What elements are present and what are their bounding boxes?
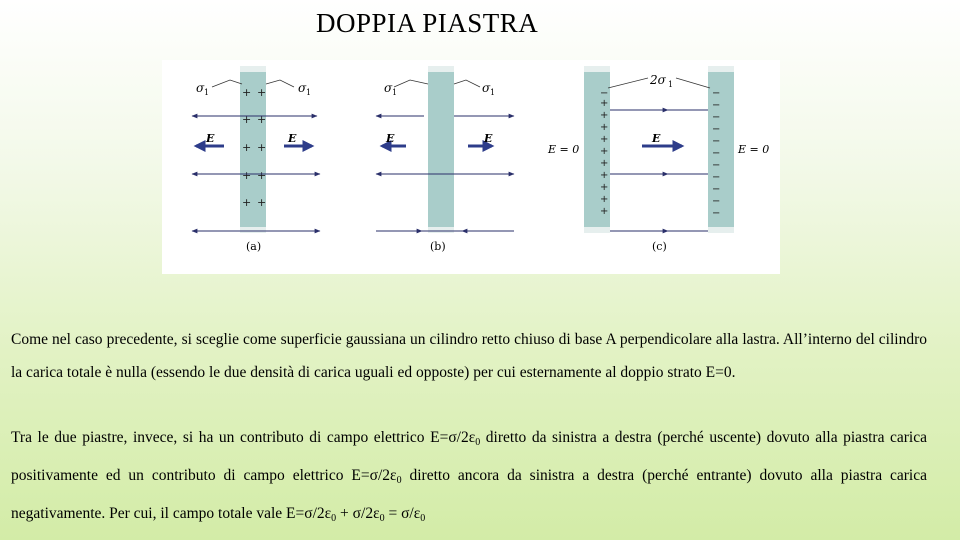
svg-text:E: E	[386, 132, 395, 145]
svg-text:+: +	[600, 206, 609, 217]
formula-half: $\sigma/2\varepsilon_0$	[352, 505, 385, 524]
svg-text:+: +	[257, 169, 267, 182]
field-diagram	[162, 60, 780, 274]
panel-c	[547, 66, 769, 253]
svg-text:−: −	[712, 196, 721, 207]
svg-text:+: +	[600, 158, 609, 169]
svg-text:−: −	[712, 208, 721, 219]
formula-half: $\sigma/2\varepsilon_0$	[304, 505, 337, 524]
double-plate-figure	[162, 60, 780, 274]
panel-b-label: (b)	[430, 240, 446, 253]
field-zero-right: E = 0	[738, 143, 770, 156]
svg-text:+: +	[600, 98, 609, 109]
svg-text:+: +	[600, 110, 609, 121]
formula-half: $\sigma/2\varepsilon_0$	[369, 467, 402, 486]
svg-text:+: +	[242, 169, 252, 182]
svg-text:+: +	[242, 196, 252, 209]
svg-text:+: +	[600, 122, 609, 133]
svg-text:σ: σ	[196, 81, 205, 95]
panel-a-label: (a)	[246, 240, 262, 253]
sigma-double-label: 2σ	[650, 73, 666, 87]
svg-text:+: +	[242, 141, 252, 154]
svg-text:−: −	[712, 148, 721, 159]
svg-text:σ: σ	[384, 81, 393, 95]
svg-text:−: −	[600, 88, 609, 99]
svg-text:−: −	[712, 100, 721, 111]
svg-text:−: −	[712, 124, 721, 135]
svg-text:+: +	[257, 113, 267, 126]
svg-text:+: +	[257, 141, 267, 154]
formula-half: $\sigma/2\varepsilon_0$	[448, 429, 481, 448]
svg-text:+: +	[600, 170, 609, 181]
svg-text:E: E	[206, 132, 215, 145]
svg-text:−: −	[712, 136, 721, 147]
svg-text:E: E	[652, 132, 661, 145]
svg-text:+: +	[242, 113, 252, 126]
svg-text:E: E	[288, 132, 297, 145]
svg-text:E: E	[484, 132, 493, 145]
svg-text:+: +	[257, 86, 267, 99]
panel-a	[192, 66, 320, 253]
svg-text:−: −	[712, 184, 721, 195]
paragraph-gaussian-surface: Come nel caso precedente, si sceglie come superficie gaussiana un cilindro retto chiuso di base A perpendicolare alla lastra. All’interno del cilindro la carica totale è nulla (essendo le due densità di carica uguali ed opposte) per cui esternamente al doppio strato E=0.	[11, 331, 927, 381]
svg-text:−: −	[712, 88, 721, 99]
panel-c-label: (c)	[652, 240, 667, 253]
svg-text:+: +	[600, 134, 609, 145]
formula-total: $\sigma/\varepsilon_0$	[401, 505, 426, 524]
svg-text:−: −	[712, 172, 721, 183]
svg-text:+: +	[600, 194, 609, 205]
svg-text:1: 1	[490, 88, 496, 97]
svg-text:−: −	[712, 112, 721, 123]
svg-text:1: 1	[204, 88, 210, 97]
svg-text:+: +	[257, 196, 267, 209]
svg-text:1: 1	[668, 80, 674, 89]
paragraph-field-between-plates: Tra le due piastre, invece, si ha un contributo di campo elettrico $E=\sigma/2\varepsilon_0$ diretto da sinistra a destra (perché uscente) dovuto alla piastra carica positivamente ed un contributo di campo elettrico $E=\sigma/2\varepsilon_0$ diretto ancora da sinistra a destra (perché entrante) dovuto alla piastra carica negativamente. Per cui, il campo totale vale $E=\sigma/2\varepsilon_0 + \sigma/2\varepsilon_0 = \sigma/\varepsilon_0$	[11, 429, 927, 524]
plate-b	[428, 70, 454, 230]
svg-text:+: +	[600, 182, 609, 193]
field-zero-left: E = 0	[548, 143, 580, 156]
svg-text:1: 1	[306, 88, 312, 97]
svg-text:σ: σ	[482, 81, 491, 95]
svg-text:σ: σ	[298, 81, 307, 95]
panel-b	[376, 66, 514, 253]
page-title: DOPPIA PIASTRA	[316, 8, 539, 38]
plus-sign: +	[242, 86, 252, 99]
svg-text:1: 1	[392, 88, 398, 97]
svg-text:+: +	[600, 146, 609, 157]
svg-text:−: −	[712, 160, 721, 171]
